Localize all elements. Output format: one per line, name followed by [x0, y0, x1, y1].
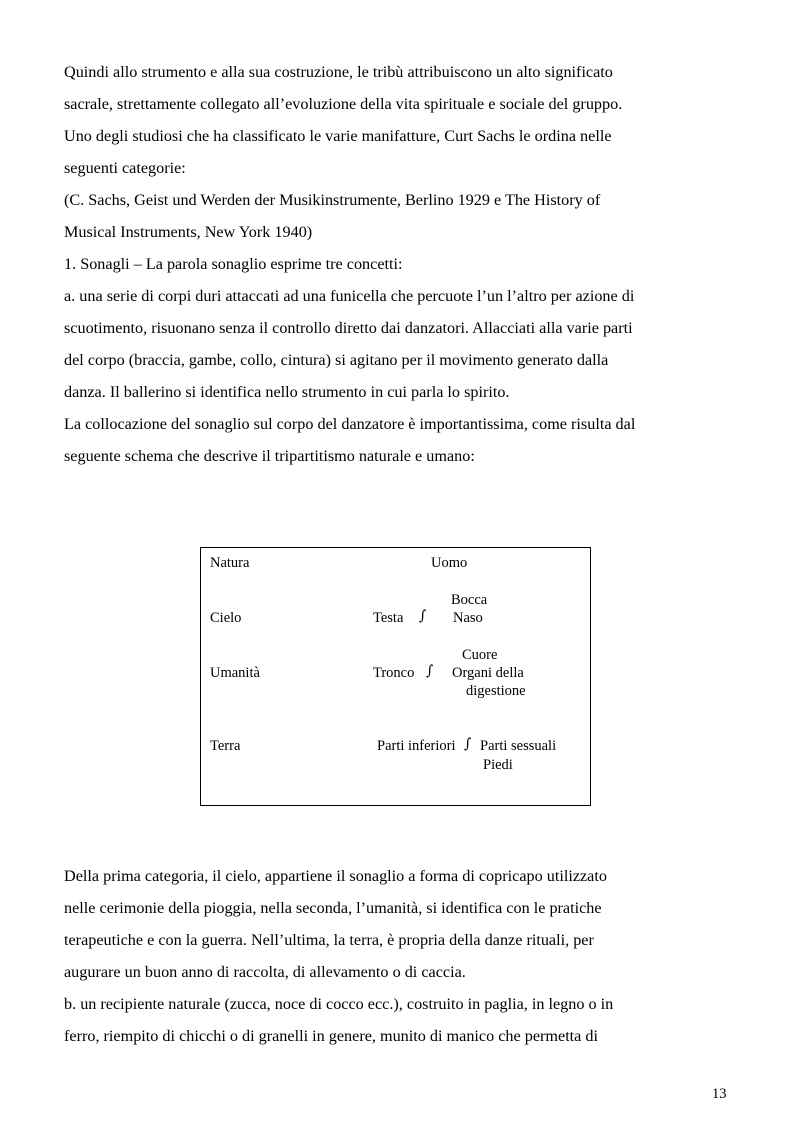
schema-body-cell: Parti inferiori: [377, 738, 456, 754]
schema-table: [200, 547, 591, 806]
integral-brace-icon: ∫: [419, 608, 427, 624]
text-line: Quindi allo strumento e alla sua costruzione, le tribù attribuiscono un alto significato: [64, 63, 613, 81]
text-line: ferro, riempito di chicchi o di granelli in genere, munito di manico che permetta di: [64, 1027, 599, 1045]
text-line: b. un recipiente naturale (zucca, noce di cocco ecc.), costruito in paglia, in legno o in: [64, 995, 614, 1013]
text-line: sacrale, strettamente collegato all’evoluzione della vita spirituale e sociale del gruppo.: [64, 95, 623, 113]
schema-part: Naso: [453, 610, 483, 626]
text-line: danza. Il ballerino si identifica nello strumento in cui parla lo spirito.: [64, 383, 510, 401]
schema-nature-cell: Terra: [210, 738, 241, 754]
text-line: terapeutiche e con la guerra. Nell’ultima, la terra, è propria della danze rituali, per: [64, 931, 594, 949]
text-line: augurare un buon anno di raccolta, di allevamento o di caccia.: [64, 963, 466, 981]
text-line: Uno degli studiosi che ha classificato le varie manifatture, Curt Sachs le ordina nelle: [64, 127, 612, 145]
text-line: seguenti categorie:: [64, 159, 186, 177]
text-line: Della prima categoria, il cielo, appartiene il sonaglio a forma di copricapo utilizzato: [64, 867, 607, 885]
text-line: nelle cerimonie della pioggia, nella seconda, l’umanità, si identifica con le pratiche: [64, 899, 602, 917]
integral-brace-icon: ∫: [464, 736, 472, 752]
schema-header-nature: Natura: [210, 555, 250, 571]
schema-nature-cell: Umanità: [210, 665, 260, 681]
schema-part: Cuore: [462, 647, 498, 663]
integral-brace-icon: ∫: [426, 663, 434, 679]
schema-part: Parti sessuali: [480, 738, 557, 754]
text-line: scuotimento, risuonano senza il controllo diretto dai danzatori. Allacciati alla varie parti: [64, 319, 633, 337]
page-number: 13: [712, 1086, 727, 1102]
schema-nature-cell: Cielo: [210, 610, 242, 626]
text-line: del corpo (braccia, gambe, collo, cintura) si agitano per il movimento generato dalla: [64, 351, 609, 369]
schema-header-man: Uomo: [431, 555, 468, 571]
text-line: (C. Sachs, Geist und Werden der Musikinstrumente, Berlino 1929 e The History of: [64, 191, 601, 209]
schema-body-cell: Testa: [373, 610, 404, 626]
schema-part: Piedi: [483, 757, 513, 773]
text-line: a. una serie di corpi duri attaccati ad una funicella che percuote l’un l’altro per azione di: [64, 287, 635, 305]
schema-part: digestione: [466, 683, 526, 699]
text-line: 1. Sonagli – La parola sonaglio esprime tre concetti:: [64, 255, 403, 273]
schema-part: Bocca: [451, 592, 488, 608]
schema-body-cell: Tronco: [373, 665, 415, 681]
text-line: seguente schema che descrive il tripartitismo naturale e umano:: [64, 447, 475, 465]
text-line: La collocazione del sonaglio sul corpo del danzatore è importantissima, come risulta dal: [64, 415, 636, 433]
text-line: Musical Instruments, New York 1940): [64, 223, 313, 241]
schema-part: Organi della: [452, 665, 524, 681]
